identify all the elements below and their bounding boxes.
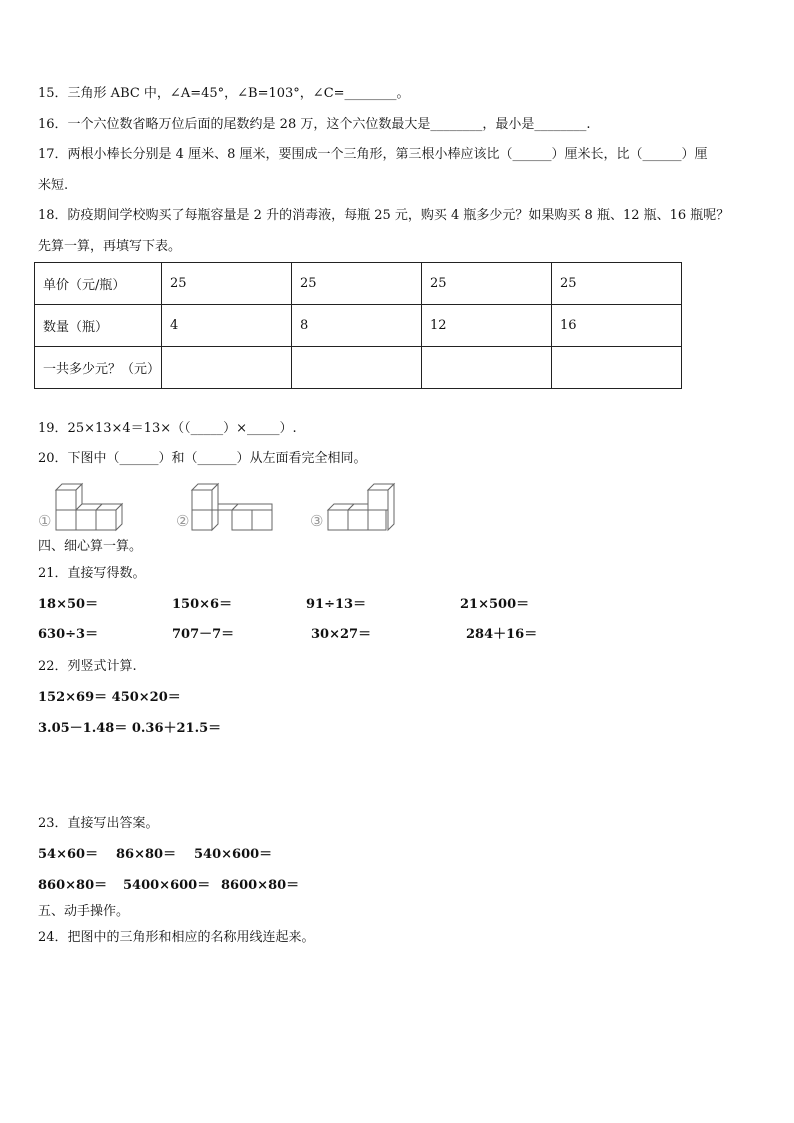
table-cell: 12 bbox=[422, 305, 552, 347]
table-cell-answer[interactable] bbox=[552, 347, 682, 389]
calc-item: 91÷13＝ bbox=[306, 597, 367, 612]
question-20: 20．下图中（______）和（______）从左面看完全相同。 bbox=[38, 451, 367, 466]
table-row bbox=[35, 305, 682, 347]
question-19: 19．25×13×4＝13×（（_____）×_____）. bbox=[38, 421, 297, 436]
cube-figure-1 bbox=[38, 482, 138, 532]
table-cell: 4 bbox=[162, 305, 292, 347]
price-table bbox=[34, 262, 682, 389]
table-cell: 16 bbox=[552, 305, 682, 347]
question-17-line2: 米短. bbox=[38, 178, 69, 193]
cube-figure-3 bbox=[310, 476, 400, 532]
table-cell-answer[interactable] bbox=[422, 347, 552, 389]
section-5-title: 五、动手操作。 bbox=[38, 904, 130, 919]
vertical-calc-line1: 152×69＝ 450×20＝ bbox=[38, 690, 181, 705]
question-15: 15．三角形 ABC 中，∠A=45°，∠B=103°，∠C=________。 bbox=[38, 86, 410, 101]
table-cell-answer[interactable] bbox=[292, 347, 422, 389]
calc-item: 860×80＝ bbox=[38, 878, 108, 893]
question-23: 23．直接写出答案。 bbox=[38, 816, 159, 831]
question-18-line1: 18．防疫期间学校购买了每瓶容量是 2 升的消毒液，每瓶 25 元，购买 4 瓶多少元？如果购买 8 瓶、12 瓶、16 瓶呢？ bbox=[38, 208, 730, 223]
table-cell: 8 bbox=[292, 305, 422, 347]
figure-label: ② bbox=[176, 512, 190, 530]
table-row-header: 一共多少元？（元） bbox=[35, 347, 162, 389]
question-22: 22．列竖式计算. bbox=[38, 659, 137, 674]
question-18-line2: 先算一算，再填写下表。 bbox=[38, 239, 182, 254]
calc-item: 150×6＝ bbox=[172, 597, 233, 612]
calc-item: 630÷3＝ bbox=[38, 627, 99, 642]
table-cell-answer[interactable] bbox=[162, 347, 292, 389]
table-cell: 25 bbox=[292, 263, 422, 305]
calc-item: 284＋16＝ bbox=[466, 627, 538, 642]
table-cell: 25 bbox=[162, 263, 292, 305]
section-4-title: 四、细心算一算。 bbox=[38, 539, 143, 554]
calc-item: 86×80＝ bbox=[116, 847, 177, 862]
table-row-header: 单价（元/瓶） bbox=[35, 263, 162, 305]
cube-figure-2 bbox=[176, 482, 276, 532]
calc-item: 30×27＝ bbox=[311, 627, 372, 642]
calc-item: 8600×80＝ bbox=[221, 878, 300, 893]
figure-label: ③ bbox=[310, 512, 324, 530]
table-row bbox=[35, 347, 682, 389]
calc-item: 5400×600＝ bbox=[123, 878, 211, 893]
question-16: 16．一个六位数省略万位后面的尾数约是 28 万，这个六位数最大是________，最小是________. bbox=[38, 117, 591, 132]
question-17-line1: 17．两根小棒长分别是 4 厘米、8 厘米，要围成一个三角形，第三根小棒应该比（______）厘米长，比（______）厘 bbox=[38, 147, 708, 162]
question-21: 21．直接写得数。 bbox=[38, 566, 146, 581]
figure-label: ① bbox=[38, 512, 52, 530]
vertical-calc-line2: 3.05－1.48＝ 0.36＋21.5＝ bbox=[38, 721, 222, 736]
table-cell: 25 bbox=[422, 263, 552, 305]
calc-item: 707－7＝ bbox=[172, 627, 235, 642]
table-cell: 25 bbox=[552, 263, 682, 305]
calc-item: 18×50＝ bbox=[38, 597, 99, 612]
table-row-header: 数量（瓶） bbox=[35, 305, 162, 347]
calc-item: 54×60＝ bbox=[38, 847, 99, 862]
calc-item: 540×600＝ bbox=[194, 847, 273, 862]
table-row bbox=[35, 263, 682, 305]
question-24: 24．把图中的三角形和相应的名称用线连起来。 bbox=[38, 930, 315, 945]
calc-item: 21×500＝ bbox=[460, 597, 530, 612]
